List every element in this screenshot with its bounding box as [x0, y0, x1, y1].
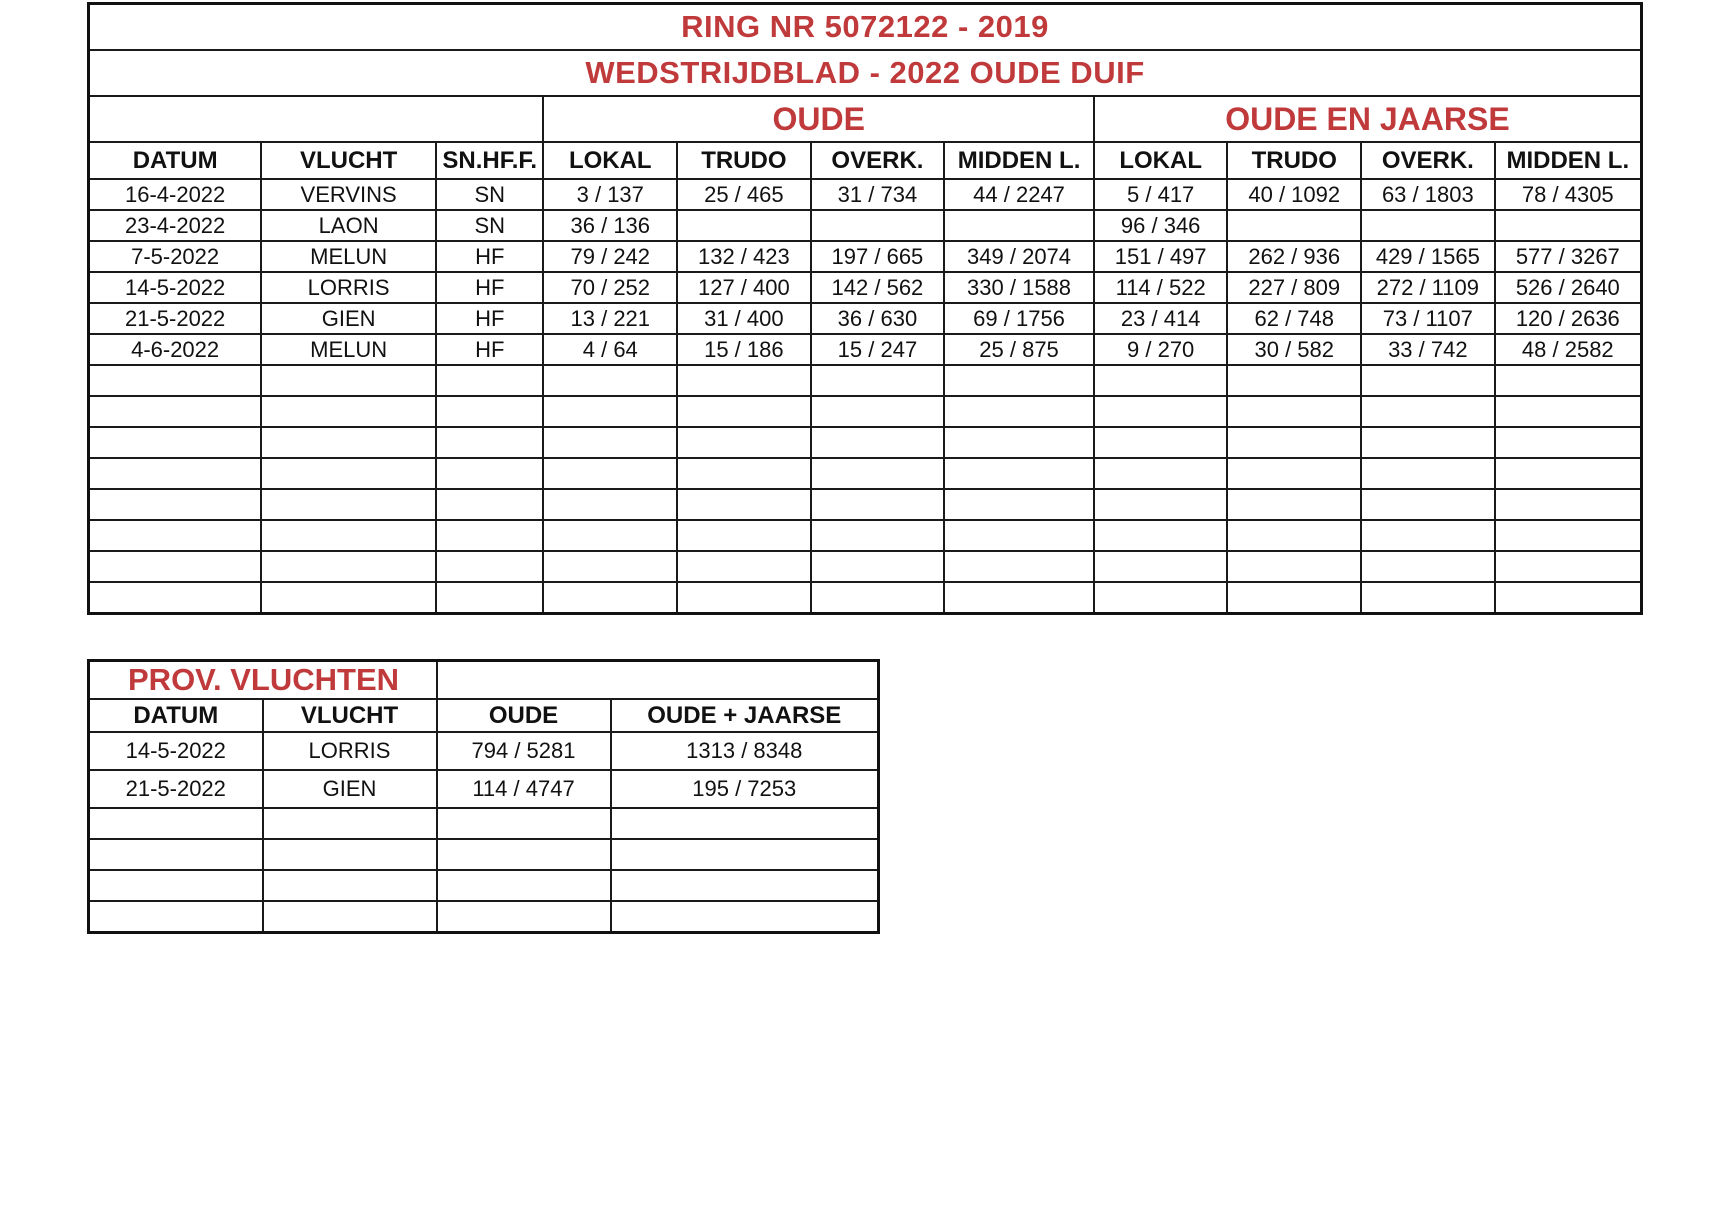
- cell-oude-lokal: 3 / 137: [543, 179, 677, 210]
- empty-cell: [944, 551, 1094, 582]
- empty-cell: [677, 520, 811, 551]
- empty-cell: [89, 839, 263, 870]
- cell-sn-hf-f: SN: [436, 210, 543, 241]
- empty-cell: [89, 551, 262, 582]
- cell-oude-overk: [811, 210, 945, 241]
- table-row: [89, 303, 1642, 334]
- empty-cell: [437, 901, 611, 933]
- cell-sn-hf-f: HF: [436, 303, 543, 334]
- prov-header-vlucht: VLUCHT: [263, 699, 437, 732]
- table-row: [89, 210, 1642, 241]
- prov-title: PROV. VLUCHTEN: [89, 661, 437, 700]
- column-header-oude-trudo: TRUDO: [677, 142, 811, 179]
- cell-oj-trudo: 227 / 809: [1227, 272, 1361, 303]
- cell-oude-overk: 15 / 247: [811, 334, 945, 365]
- cell-oj-overk: [1361, 210, 1495, 241]
- cell-datum: 4-6-2022: [89, 334, 262, 365]
- empty-cell: [543, 365, 677, 396]
- empty-cell: [543, 458, 677, 489]
- column-header-oj-midden-l: MIDDEN L.: [1495, 142, 1642, 179]
- group-header-blank: [89, 96, 544, 142]
- cell-oude-trudo: [677, 210, 811, 241]
- empty-cell: [944, 489, 1094, 520]
- empty-cell: [89, 520, 262, 551]
- empty-cell: [944, 365, 1094, 396]
- empty-cell: [1361, 551, 1495, 582]
- empty-cell: [677, 396, 811, 427]
- cell-oj-lokal: 96 / 346: [1094, 210, 1228, 241]
- prov-empty-row: [89, 808, 879, 839]
- prov-cell-datum: 14-5-2022: [89, 732, 263, 770]
- empty-cell: [1227, 489, 1361, 520]
- empty-cell: [436, 582, 543, 614]
- empty-cell: [1227, 396, 1361, 427]
- empty-cell: [1094, 489, 1228, 520]
- empty-cell: [1361, 520, 1495, 551]
- empty-cell: [437, 839, 611, 870]
- empty-cell: [543, 396, 677, 427]
- empty-cell: [436, 365, 543, 396]
- cell-oj-lokal: 5 / 417: [1094, 179, 1228, 210]
- empty-cell: [263, 901, 437, 933]
- empty-cell: [261, 365, 436, 396]
- cell-oj-midden-l: 526 / 2640: [1495, 272, 1642, 303]
- empty-cell: [89, 582, 262, 614]
- column-header-oude-midden-l: MIDDEN L.: [944, 142, 1094, 179]
- empty-row: [89, 551, 1642, 582]
- prov-table-row: [89, 732, 879, 770]
- empty-cell: [811, 489, 945, 520]
- prov-table-row: [89, 770, 879, 808]
- empty-cell: [611, 901, 879, 933]
- cell-oj-trudo: 262 / 936: [1227, 241, 1361, 272]
- empty-cell: [261, 489, 436, 520]
- prov-empty-row: [89, 839, 879, 870]
- empty-cell: [1227, 427, 1361, 458]
- column-header-oude-overk: OVERK.: [811, 142, 945, 179]
- column-header-vlucht: VLUCHT: [261, 142, 436, 179]
- cell-sn-hf-f: HF: [436, 241, 543, 272]
- cell-oude-trudo: 132 / 423: [677, 241, 811, 272]
- empty-cell: [263, 808, 437, 839]
- cell-oude-overk: 197 / 665: [811, 241, 945, 272]
- empty-cell: [437, 870, 611, 901]
- column-header-oj-trudo: TRUDO: [1227, 142, 1361, 179]
- empty-cell: [1094, 396, 1228, 427]
- empty-cell: [1361, 365, 1495, 396]
- empty-row: [89, 427, 1642, 458]
- cell-oj-trudo: 62 / 748: [1227, 303, 1361, 334]
- empty-cell: [1495, 520, 1642, 551]
- cell-oj-overk: 272 / 1109: [1361, 272, 1495, 303]
- prov-header-oude-jaarse: OUDE + JAARSE: [611, 699, 879, 732]
- cell-oude-trudo: 127 / 400: [677, 272, 811, 303]
- empty-cell: [436, 427, 543, 458]
- empty-cell: [944, 582, 1094, 614]
- sheet-subtitle: WEDSTRIJDBLAD - 2022 OUDE DUIF: [89, 50, 1642, 96]
- empty-cell: [543, 551, 677, 582]
- cell-oude-midden-l: [944, 210, 1094, 241]
- cell-oude-lokal: 79 / 242: [543, 241, 677, 272]
- empty-cell: [89, 396, 262, 427]
- prov-cell-vlucht: LORRIS: [263, 732, 437, 770]
- empty-row: [89, 489, 1642, 520]
- table-row: [89, 272, 1642, 303]
- empty-cell: [89, 365, 262, 396]
- empty-cell: [677, 427, 811, 458]
- empty-cell: [811, 396, 945, 427]
- prov-header-oude: OUDE: [437, 699, 611, 732]
- cell-oj-midden-l: 577 / 3267: [1495, 241, 1642, 272]
- empty-cell: [89, 901, 263, 933]
- empty-row: [89, 582, 1642, 614]
- empty-cell: [677, 582, 811, 614]
- empty-cell: [1227, 551, 1361, 582]
- empty-cell: [611, 870, 879, 901]
- prov-cell-oude-jaarse: 1313 / 8348: [611, 732, 879, 770]
- empty-cell: [677, 365, 811, 396]
- empty-cell: [677, 458, 811, 489]
- cell-oj-overk: 63 / 1803: [1361, 179, 1495, 210]
- empty-cell: [261, 396, 436, 427]
- cell-oude-lokal: 13 / 221: [543, 303, 677, 334]
- cell-oj-overk: 73 / 1107: [1361, 303, 1495, 334]
- empty-cell: [263, 870, 437, 901]
- cell-oj-midden-l: 120 / 2636: [1495, 303, 1642, 334]
- cell-vlucht: LORRIS: [261, 272, 436, 303]
- empty-cell: [944, 427, 1094, 458]
- ring-number-title: RING NR 5072122 - 2019: [89, 4, 1642, 51]
- empty-cell: [811, 427, 945, 458]
- empty-cell: [1094, 458, 1228, 489]
- prov-cell-datum: 21-5-2022: [89, 770, 263, 808]
- empty-cell: [611, 808, 879, 839]
- empty-cell: [944, 458, 1094, 489]
- empty-cell: [261, 582, 436, 614]
- competition-sheet: [87, 2, 1643, 615]
- prov-cell-oude: 114 / 4747: [437, 770, 611, 808]
- empty-cell: [437, 808, 611, 839]
- empty-cell: [1495, 427, 1642, 458]
- empty-cell: [1094, 365, 1228, 396]
- prov-empty-row: [89, 901, 879, 933]
- column-header-datum: DATUM: [89, 142, 262, 179]
- cell-datum: 14-5-2022: [89, 272, 262, 303]
- cell-oj-overk: 33 / 742: [1361, 334, 1495, 365]
- table-row: [89, 179, 1642, 210]
- cell-vlucht: VERVINS: [261, 179, 436, 210]
- cell-vlucht: LAON: [261, 210, 436, 241]
- cell-datum: 16-4-2022: [89, 179, 262, 210]
- empty-cell: [261, 427, 436, 458]
- empty-cell: [1227, 458, 1361, 489]
- empty-cell: [263, 839, 437, 870]
- cell-oude-midden-l: 25 / 875: [944, 334, 1094, 365]
- empty-cell: [543, 582, 677, 614]
- prov-cell-vlucht: GIEN: [263, 770, 437, 808]
- cell-oude-midden-l: 44 / 2247: [944, 179, 1094, 210]
- cell-datum: 7-5-2022: [89, 241, 262, 272]
- empty-cell: [1227, 365, 1361, 396]
- empty-cell: [1495, 582, 1642, 614]
- cell-oj-midden-l: 48 / 2582: [1495, 334, 1642, 365]
- cell-oj-lokal: 9 / 270: [1094, 334, 1228, 365]
- provincial-flights-table: [87, 659, 880, 934]
- cell-oude-lokal: 4 / 64: [543, 334, 677, 365]
- empty-cell: [436, 458, 543, 489]
- empty-cell: [611, 839, 879, 870]
- empty-cell: [1227, 520, 1361, 551]
- empty-cell: [89, 489, 262, 520]
- prov-empty-row: [89, 870, 879, 901]
- cell-datum: 21-5-2022: [89, 303, 262, 334]
- cell-oude-trudo: 25 / 465: [677, 179, 811, 210]
- cell-oj-lokal: 23 / 414: [1094, 303, 1228, 334]
- cell-oude-trudo: 15 / 186: [677, 334, 811, 365]
- empty-cell: [1361, 489, 1495, 520]
- cell-oude-trudo: 31 / 400: [677, 303, 811, 334]
- empty-cell: [89, 808, 263, 839]
- empty-cell: [1094, 520, 1228, 551]
- cell-datum: 23-4-2022: [89, 210, 262, 241]
- empty-cell: [1361, 458, 1495, 489]
- empty-cell: [261, 458, 436, 489]
- empty-cell: [1094, 427, 1228, 458]
- cell-sn-hf-f: HF: [436, 334, 543, 365]
- empty-cell: [1094, 551, 1228, 582]
- group-header-oude: OUDE: [543, 96, 1093, 142]
- empty-cell: [1495, 458, 1642, 489]
- cell-oj-midden-l: [1495, 210, 1642, 241]
- cell-vlucht: MELUN: [261, 334, 436, 365]
- empty-row: [89, 365, 1642, 396]
- column-header-oj-lokal: LOKAL: [1094, 142, 1228, 179]
- empty-cell: [436, 489, 543, 520]
- cell-oj-overk: 429 / 1565: [1361, 241, 1495, 272]
- group-header-oude-en-jaarse: OUDE EN JAARSE: [1094, 96, 1642, 142]
- empty-cell: [543, 489, 677, 520]
- cell-oj-trudo: 30 / 582: [1227, 334, 1361, 365]
- cell-sn-hf-f: SN: [436, 179, 543, 210]
- column-header-oude-lokal: LOKAL: [543, 142, 677, 179]
- cell-oude-overk: 142 / 562: [811, 272, 945, 303]
- cell-sn-hf-f: HF: [436, 272, 543, 303]
- cell-oj-midden-l: 78 / 4305: [1495, 179, 1642, 210]
- prov-header-datum: DATUM: [89, 699, 263, 732]
- empty-cell: [1495, 365, 1642, 396]
- empty-row: [89, 520, 1642, 551]
- cell-oude-midden-l: 349 / 2074: [944, 241, 1094, 272]
- cell-vlucht: MELUN: [261, 241, 436, 272]
- cell-oj-lokal: 114 / 522: [1094, 272, 1228, 303]
- empty-cell: [89, 458, 262, 489]
- empty-row: [89, 396, 1642, 427]
- empty-cell: [261, 551, 436, 582]
- cell-oj-lokal: 151 / 497: [1094, 241, 1228, 272]
- cell-oude-overk: 31 / 734: [811, 179, 945, 210]
- empty-cell: [677, 489, 811, 520]
- column-header-sn-hf-f: SN.HF.F.: [436, 142, 543, 179]
- cell-oude-lokal: 36 / 136: [543, 210, 677, 241]
- empty-cell: [811, 365, 945, 396]
- empty-cell: [811, 551, 945, 582]
- cell-oj-trudo: [1227, 210, 1361, 241]
- empty-cell: [436, 396, 543, 427]
- prov-cell-oude-jaarse: 195 / 7253: [611, 770, 879, 808]
- empty-cell: [1361, 427, 1495, 458]
- cell-oude-midden-l: 69 / 1756: [944, 303, 1094, 334]
- empty-cell: [944, 396, 1094, 427]
- column-header-oj-overk: OVERK.: [1361, 142, 1495, 179]
- empty-cell: [1495, 396, 1642, 427]
- empty-cell: [89, 870, 263, 901]
- empty-row: [89, 458, 1642, 489]
- empty-cell: [1227, 582, 1361, 614]
- empty-cell: [261, 520, 436, 551]
- empty-cell: [436, 551, 543, 582]
- cell-vlucht: GIEN: [261, 303, 436, 334]
- empty-cell: [1094, 582, 1228, 614]
- cell-oj-trudo: 40 / 1092: [1227, 179, 1361, 210]
- empty-cell: [89, 427, 262, 458]
- empty-cell: [1361, 396, 1495, 427]
- empty-cell: [944, 520, 1094, 551]
- empty-cell: [1495, 489, 1642, 520]
- prov-cell-oude: 794 / 5281: [437, 732, 611, 770]
- empty-cell: [543, 427, 677, 458]
- prov-title-spacer: [437, 661, 879, 700]
- empty-cell: [1361, 582, 1495, 614]
- empty-cell: [543, 520, 677, 551]
- cell-oude-overk: 36 / 630: [811, 303, 945, 334]
- table-row: [89, 241, 1642, 272]
- empty-cell: [1495, 551, 1642, 582]
- empty-cell: [677, 551, 811, 582]
- empty-cell: [811, 458, 945, 489]
- empty-cell: [811, 582, 945, 614]
- cell-oude-midden-l: 330 / 1588: [944, 272, 1094, 303]
- empty-cell: [811, 520, 945, 551]
- empty-cell: [436, 520, 543, 551]
- table-row: [89, 334, 1642, 365]
- cell-oude-lokal: 70 / 252: [543, 272, 677, 303]
